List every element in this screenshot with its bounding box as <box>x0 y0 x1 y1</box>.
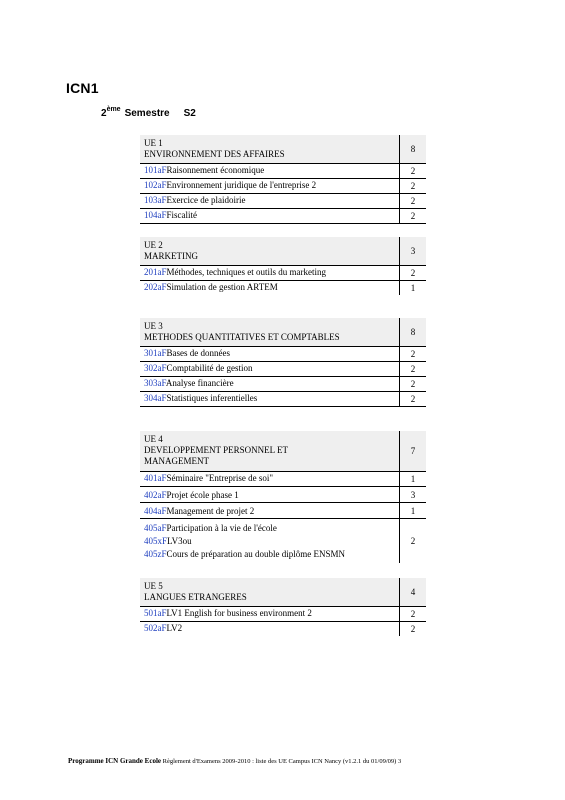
ue-name: METHODES QUANTITATIVES ET COMPTABLES <box>144 332 340 342</box>
course-credits: 2 <box>399 607 426 621</box>
course-code: 502aF <box>144 623 167 633</box>
course-label: Comptabilité de gestion <box>166 363 253 373</box>
ue-header <box>140 578 426 607</box>
ue-header <box>140 318 426 347</box>
ue-credits: 4 <box>399 578 426 606</box>
course-label: LV1 English for business environment 2 <box>166 608 312 618</box>
ue-header <box>140 237 426 266</box>
course-row <box>140 164 426 179</box>
course-code: 101aF <box>144 165 167 175</box>
course-label: Management de projet 2 <box>166 506 255 516</box>
course-credits: 3 <box>399 487 426 502</box>
course-code: 103aF <box>144 195 167 205</box>
course-code: 405aF <box>144 523 167 533</box>
course-credits: 2 <box>399 194 426 208</box>
semester-code: S2 <box>183 108 196 119</box>
course-row <box>140 503 426 519</box>
course-row <box>140 179 426 194</box>
course-code: 202aF <box>144 282 167 292</box>
course-label: Bases de données <box>166 348 230 358</box>
course-credits: 2 <box>399 392 426 406</box>
course-row <box>140 362 426 377</box>
course-row <box>140 392 426 407</box>
course-code: 102aF <box>144 180 167 190</box>
course-code: 501aF <box>144 608 167 618</box>
ue-number: UE 2 <box>144 240 163 250</box>
course-credits: 1 <box>399 503 426 518</box>
course-row <box>140 209 426 224</box>
course-label: Séminaire "Entreprise de soi" <box>166 473 274 483</box>
course-row-group <box>140 519 426 563</box>
ue-block-1 <box>140 135 426 224</box>
ue-block-3 <box>140 318 426 407</box>
ue-credits: 7 <box>399 431 426 471</box>
footer-campus: Campus ICN Nancy (v1.2.1 du 01/09/09) <box>288 758 397 765</box>
footer-page-number: 3 <box>397 758 402 765</box>
course-credits: 2 <box>399 266 426 280</box>
course-credits: 2 <box>399 209 426 223</box>
ue-header <box>140 431 426 472</box>
course-row <box>140 472 426 487</box>
course-code: 301aF <box>144 348 167 358</box>
course-label: Participation à la vie de l'école <box>166 523 277 533</box>
semester-label: Semestre <box>124 108 170 119</box>
ue-header <box>140 135 426 164</box>
course-label: Cours de préparation au double diplôme ENSMN <box>166 549 345 559</box>
semester-suffix: ème <box>106 106 121 113</box>
ue-credits: 8 <box>399 135 426 163</box>
course-label: Simulation de gestion ARTEM <box>166 282 278 292</box>
ue-number: UE 1 <box>144 138 163 148</box>
page-footer <box>68 757 401 765</box>
course-label: Statistiques inferentielles <box>166 393 258 403</box>
course-code: 402aF <box>144 490 167 500</box>
course-credits: 2 <box>399 362 426 376</box>
course-label: LV2 <box>166 623 183 633</box>
page-title: ICN1 <box>66 80 99 96</box>
course-row <box>140 377 426 392</box>
course-code: 201aF <box>144 267 167 277</box>
course-label: Exercice de plaidoirie <box>166 195 246 205</box>
course-label: Fiscalité <box>166 210 197 220</box>
course-code: 304aF <box>144 393 167 403</box>
ue-number: UE 3 <box>144 321 163 331</box>
course-label: Projet école phase 1 <box>166 490 239 500</box>
course-label: Analyse financière <box>165 378 234 388</box>
course-row <box>140 487 426 503</box>
course-row <box>140 194 426 209</box>
course-code: 302aF <box>144 363 167 373</box>
semester-heading <box>101 106 196 119</box>
course-code: 405xF <box>144 536 168 546</box>
course-row <box>140 347 426 362</box>
course-row <box>140 622 426 636</box>
course-credits: 2 <box>399 622 426 636</box>
footer-program: Programme ICN Grande Ecole <box>68 757 161 765</box>
course-row <box>140 281 426 295</box>
footer-text: Règlement d'Examens 2009-2010 : liste des UE <box>162 758 287 765</box>
course-code: 405zF <box>144 549 167 559</box>
course-credits: 2 <box>399 164 426 178</box>
ue-name: LANGUES ETRANGERES <box>144 592 247 602</box>
ue-credits: 8 <box>399 318 426 346</box>
ue-block-2 <box>140 237 426 295</box>
ue-credits: 3 <box>399 237 426 265</box>
ue-name: ENVIRONNEMENT DES AFFAIRES <box>144 149 285 159</box>
course-code: 303aF <box>144 378 166 388</box>
course-credits: 2 <box>399 377 426 391</box>
course-label: Raisonnement économique <box>166 165 265 175</box>
course-code: 104aF <box>144 210 167 220</box>
course-credits: 1 <box>399 472 426 486</box>
ue-number: UE 5 <box>144 581 163 591</box>
course-credits: 2 <box>399 519 426 563</box>
course-credits: 2 <box>399 179 426 193</box>
course-label: LV3ou <box>167 536 192 546</box>
ue-number: UE 4 <box>144 434 163 444</box>
ue-block-4 <box>140 431 426 563</box>
ue-block-5 <box>140 578 426 636</box>
course-label: Méthodes, techniques et outils du marketing <box>166 267 326 277</box>
course-row <box>140 607 426 622</box>
ue-name: DEVELOPPEMENT PERSONNEL ET MANAGEMENT <box>144 445 288 466</box>
course-row <box>140 266 426 281</box>
course-code: 404aF <box>144 506 167 516</box>
semester-number: 2 <box>101 108 107 119</box>
course-label: Environnement juridique de l'entreprise 2 <box>166 180 317 190</box>
course-credits: 1 <box>399 281 426 295</box>
course-code: 401aF <box>144 473 167 483</box>
course-credits: 2 <box>399 347 426 361</box>
ue-name: MARKETING <box>144 251 198 261</box>
